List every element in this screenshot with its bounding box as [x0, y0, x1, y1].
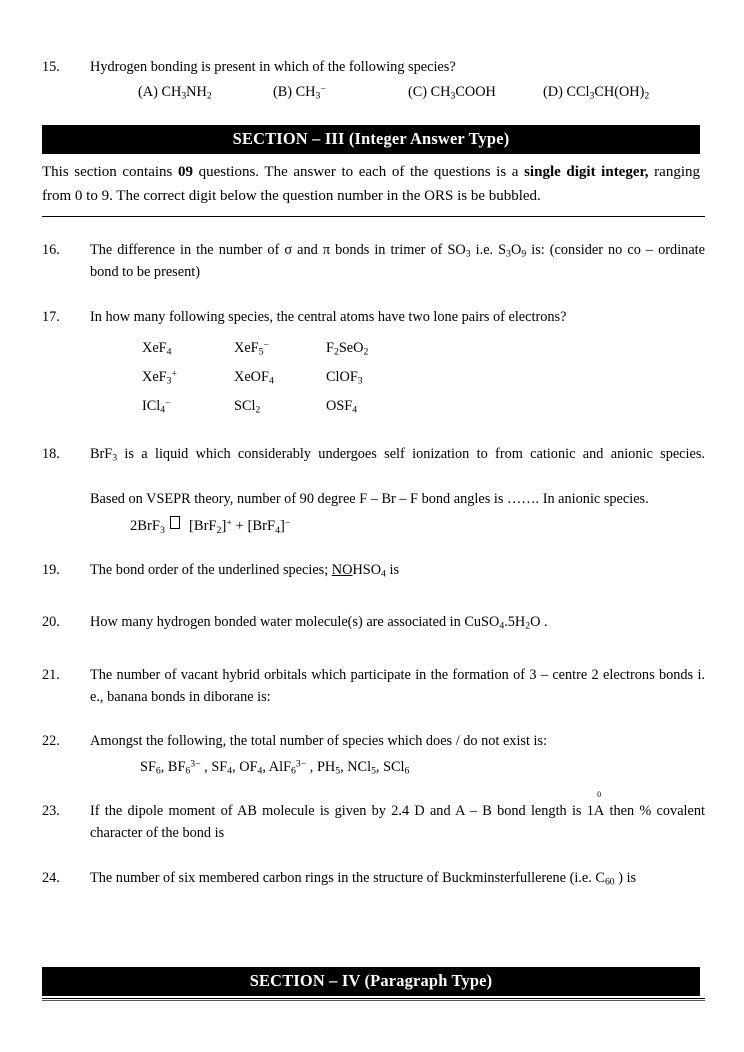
- option-b-label: (B): [273, 84, 293, 101]
- species-row: [142, 334, 418, 363]
- question-19: [42, 559, 705, 581]
- section-3-title: SECTION – III (Integer Answer Type): [42, 125, 700, 154]
- species-cell: XeOF$_4$: [234, 368, 274, 387]
- question-21-text: The number of vacant hybrid orbitals which participate in the formation of 3 – centre 2 electrons bonds i. e., banana bonds in diborane is:: [90, 666, 705, 705]
- question-20-text: How many hydrogen bonded water molecule(s) are associated in $CuSO_4.5H_2O$ .: [90, 614, 548, 633]
- section-4-title: SECTION – IV (Paragraph Type): [42, 967, 700, 996]
- option-a-label: (A): [138, 84, 158, 101]
- question-17-body: [90, 306, 705, 422]
- question-15-prompt: Hydrogen bonding is present in which of the following species?: [90, 59, 456, 75]
- option-d-formula: $CCl_3CH(OH)_2$: [566, 84, 650, 102]
- question-18-body: [90, 443, 705, 537]
- question-19-text: The bond order of the underlined species; $NOHSO_4$ is: [90, 562, 400, 580]
- section-4-header: [42, 967, 705, 1001]
- question-22-body: [90, 730, 705, 778]
- section-4-divider-thin: [42, 1000, 705, 1001]
- question-16: [42, 239, 705, 283]
- species-cell: $F_2SeO_2$: [326, 339, 369, 358]
- species-cell: SCl$_2$: [234, 398, 261, 416]
- question-22-number: 22.: [42, 732, 60, 749]
- species-cell: XeF$_4$: [142, 339, 172, 358]
- missing-glyph-box-icon: [170, 516, 180, 529]
- option-c-formula: $CH_3COOH$: [430, 84, 496, 102]
- question-20-number: 20.: [42, 614, 60, 631]
- species-cell: ICl$_4$−: [142, 397, 171, 416]
- species-row: [142, 363, 418, 392]
- question-18-number: 18.: [42, 446, 60, 463]
- option-c[interactable]: [408, 81, 496, 103]
- equation-left: 2BrF$_3$: [130, 517, 165, 536]
- species-cell: XeF$_5$−: [234, 339, 269, 358]
- species-cell: XeF$_3$+: [142, 368, 177, 387]
- page-content: [42, 56, 705, 889]
- equation-right: [BrF$_2$]+ + [BrF$_4$]−: [188, 516, 291, 536]
- species-cell: ClOF$_3$: [326, 368, 363, 387]
- question-18-line1: BrF$_3$ is a liquid which considerably undergoes self ionization to from cationic and anionic species.: [90, 446, 705, 464]
- option-d[interactable]: [543, 81, 649, 103]
- question-15: [42, 56, 705, 103]
- question-24-text: The number of six membered carbon rings in the structure of Buckminsterfullerene (i.e. $C_{60}$ ) is: [90, 869, 637, 888]
- question-18-equation: [130, 515, 705, 538]
- option-a-formula: $CH_3NH_2$: [161, 84, 212, 102]
- question-17-prompt: In how many following species, the central atoms have two lone pairs of electrons?: [90, 308, 567, 325]
- question-22: [42, 730, 705, 778]
- option-a[interactable]: [138, 81, 212, 103]
- question-23-text: If the dipole moment of AB molecule is given by 2.4 D and A – B bond length is 1 0 A then % covalent character of the bond is: [90, 790, 705, 842]
- question-18: [42, 443, 705, 537]
- question-16-number: 16.: [42, 242, 60, 259]
- question-20: [42, 611, 705, 633]
- question-21-number: 21.: [42, 666, 60, 683]
- question-18-line2: Based on VSEPR theory, number of 90 degree F – Br – F bond angles is ……. In anionic species.: [90, 490, 649, 507]
- section-3-header: [42, 125, 705, 154]
- section-4-divider: [42, 998, 705, 999]
- question-22-prompt: Amongst the following, the total number of species which does / do not exist is:: [90, 732, 548, 749]
- question-15-body: [90, 56, 705, 103]
- question-21: [42, 664, 705, 708]
- question-17-number: 17.: [42, 308, 60, 325]
- option-c-label: (C): [408, 84, 428, 101]
- question-15-number: 15.: [42, 59, 60, 75]
- question-19-number: 19.: [42, 562, 60, 579]
- question-24: [42, 867, 705, 889]
- species-row: [142, 392, 418, 421]
- option-b[interactable]: [273, 81, 326, 103]
- question-23-number: 23.: [42, 803, 60, 820]
- species-cell: $OSF_4$: [326, 398, 358, 416]
- section-3-instructions: This section contains 09 questions. The answer to each of the questions is a single digit integer, ranging from 0 to 9. The correct digit below the question number in the ORS is be bubbled.: [42, 164, 700, 205]
- question-24-number: 24.: [42, 869, 60, 886]
- question-23: [42, 790, 705, 844]
- option-b-formula: $CH_3^-$: [295, 83, 326, 102]
- question-22-formulas: $SF_6$, $BF_6^{3-}$ , $SF_4$, $OF_4$, AlF$_6^{3-}$ , $PH_5$, NCl$_5$, SCl$_6$: [140, 758, 410, 777]
- option-d-label: (D): [543, 84, 563, 101]
- question-17: [42, 306, 705, 422]
- question-15-options: [90, 81, 705, 103]
- question-17-species-grid: [142, 334, 418, 421]
- question-16-text: The difference in the number of σ and π bonds in trimer of $SO_3$ i.e. $S_3O_9$ is: (consider no co – ordinate bond to be present): [90, 242, 705, 281]
